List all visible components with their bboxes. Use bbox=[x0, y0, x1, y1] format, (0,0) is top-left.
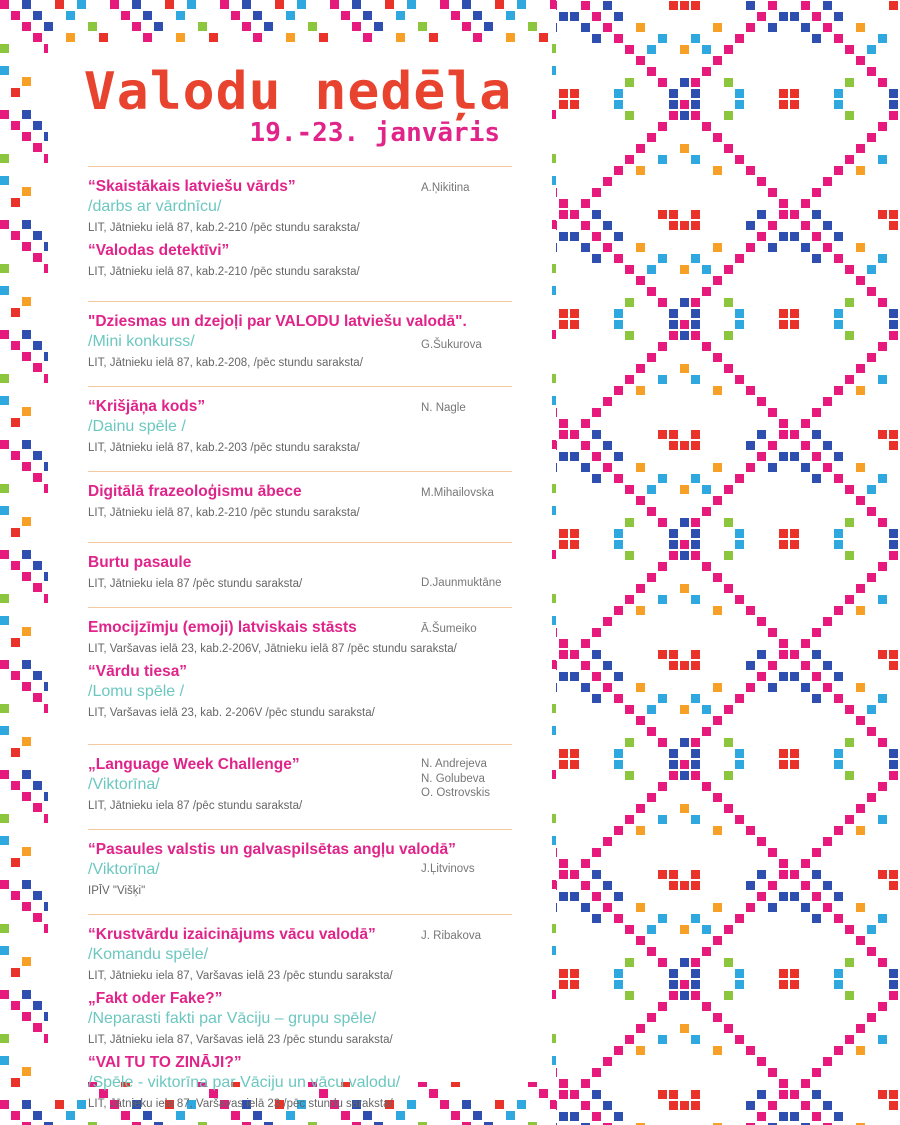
event-author: A.Ņikitina bbox=[421, 182, 470, 194]
event-block bbox=[88, 830, 512, 914]
event-block bbox=[88, 543, 512, 607]
event-title: „Language Week Challenge” bbox=[88, 756, 300, 773]
event-author: N. Andrejeva bbox=[421, 758, 487, 770]
event-block bbox=[88, 915, 512, 1125]
event-item bbox=[88, 618, 512, 658]
event-author: J.Ļitvinovs bbox=[421, 863, 475, 875]
event-title: “Pasaules valstis un galvaspilsētas angļu valodā” bbox=[88, 841, 456, 858]
event-item bbox=[88, 241, 512, 281]
event-location: LIT, Varšavas ielā 23, kab.2-206V, Jātnieku ielā 87 /pēc stundu saraksta/ bbox=[88, 643, 457, 655]
event-title: Emocijzīmju (emoji) latviskais stāsts bbox=[88, 619, 357, 636]
event-title: “Krustvārdu izaicinājums vācu valodā” bbox=[88, 926, 376, 943]
event-block bbox=[88, 745, 512, 829]
event-author: O. Ostrovskis bbox=[421, 787, 491, 799]
event-location: LIT, Jātnieku ielā 87, kab.2-210 /pēc stundu saraksta/ bbox=[88, 266, 360, 278]
event-item bbox=[88, 1053, 512, 1113]
event-location: LIT, Jātnieku iela 87 /pēc stundu saraksta/ bbox=[88, 800, 303, 812]
event-block bbox=[88, 472, 512, 536]
event-author: N. Nagle bbox=[421, 402, 466, 414]
event-block bbox=[88, 302, 512, 386]
event-title: “Skaistākais latviešu vārds” bbox=[88, 178, 296, 195]
schedule-panel bbox=[48, 42, 552, 1110]
event-block bbox=[88, 387, 512, 471]
event-item bbox=[88, 482, 512, 522]
event-subtitle: /Neparasti fakti par Vāciju – grupu spēle/ bbox=[88, 1010, 377, 1027]
event-item bbox=[88, 553, 512, 593]
event-title: “Krišjāņa kods” bbox=[88, 398, 206, 415]
event-location: LIT, Jātnieku ielā 87, kab.2-208, /pēc stundu saraksta/ bbox=[88, 357, 363, 369]
event-subtitle: /Mini konkurss/ bbox=[88, 333, 195, 350]
event-author: J. Ribakova bbox=[421, 930, 482, 942]
event-subtitle: /Viktorīna/ bbox=[88, 861, 160, 878]
event-item bbox=[88, 177, 512, 237]
event-title: Burtu pasaule bbox=[88, 554, 192, 571]
event-title: “Vārdu tiesa” bbox=[88, 663, 188, 680]
poster-dates: 19.-23. janvāris bbox=[249, 118, 500, 148]
event-location: LIT, Jātnieku iela 87 /pēc stundu saraksta/ bbox=[88, 578, 303, 590]
event-item bbox=[88, 312, 512, 372]
event-subtitle: /Lomu spēle / bbox=[88, 683, 185, 700]
event-subtitle: /Viktorīna/ bbox=[88, 776, 160, 793]
event-item bbox=[88, 925, 512, 985]
event-subtitle: /Spēle - viktorīna par Vāciju un vācu valodu/ bbox=[88, 1074, 401, 1091]
event-location: LIT, Varšavas ielā 23, kab. 2-206V /pēc stundu saraksta/ bbox=[88, 707, 375, 719]
event-title: Digitālā frazeoloģismu ābece bbox=[88, 483, 302, 500]
event-location: LIT, Jātnieku iela 87, Varšavas ielā 23 /pēc stundu saraksta/ bbox=[88, 1098, 393, 1110]
event-list bbox=[88, 166, 512, 1125]
event-item bbox=[88, 989, 512, 1049]
event-title: "Dziesmas un dzejoļi par VALODU latviešu valodā". bbox=[88, 313, 467, 330]
event-location: IPĪV "Višķi" bbox=[88, 885, 146, 897]
event-location: LIT, Jātnieku iela 87, Varšavas ielā 23 /pēc stundu saraksta/ bbox=[88, 1034, 393, 1046]
event-title: „Fakt oder Fake?” bbox=[88, 990, 223, 1007]
event-location: LIT, Jātnieku ielā 87, kab.2-210 /pēc stundu saraksta/ bbox=[88, 507, 360, 519]
event-block bbox=[88, 167, 512, 295]
event-block bbox=[88, 608, 512, 736]
event-item bbox=[88, 840, 512, 900]
event-title: “Valodas detektīvi” bbox=[88, 242, 230, 259]
event-location: LIT, Jātnieku ielā 87, kab.2-203 /pēc stundu saraksta/ bbox=[88, 442, 360, 454]
event-author: M.Mihailovska bbox=[421, 487, 494, 499]
poster-title: Valodu nedēļa bbox=[83, 62, 513, 122]
event-author: N. Golubeva bbox=[421, 773, 485, 785]
event-location: LIT, Jātnieku iela 87, Varšavas ielā 23 /pēc stundu saraksta/ bbox=[88, 970, 393, 982]
event-subtitle: /darbs ar vārdnīcu/ bbox=[88, 198, 222, 215]
event-subtitle: /Komandu spēle/ bbox=[88, 946, 209, 963]
event-author: D.Jaunmuktāne bbox=[421, 577, 502, 589]
event-title: “VAI TU TO ZINĀJI?” bbox=[88, 1054, 242, 1071]
event-subtitle: /Dainu spēle / bbox=[88, 418, 186, 435]
event-item bbox=[88, 662, 512, 722]
event-author: Ā.Šumeiko bbox=[421, 623, 477, 635]
event-item bbox=[88, 397, 512, 457]
event-author: G.Šukurova bbox=[421, 339, 482, 351]
event-item bbox=[88, 755, 512, 815]
event-location: LIT, Jātnieku ielā 87, kab.2-210 /pēc stundu saraksta/ bbox=[88, 222, 360, 234]
